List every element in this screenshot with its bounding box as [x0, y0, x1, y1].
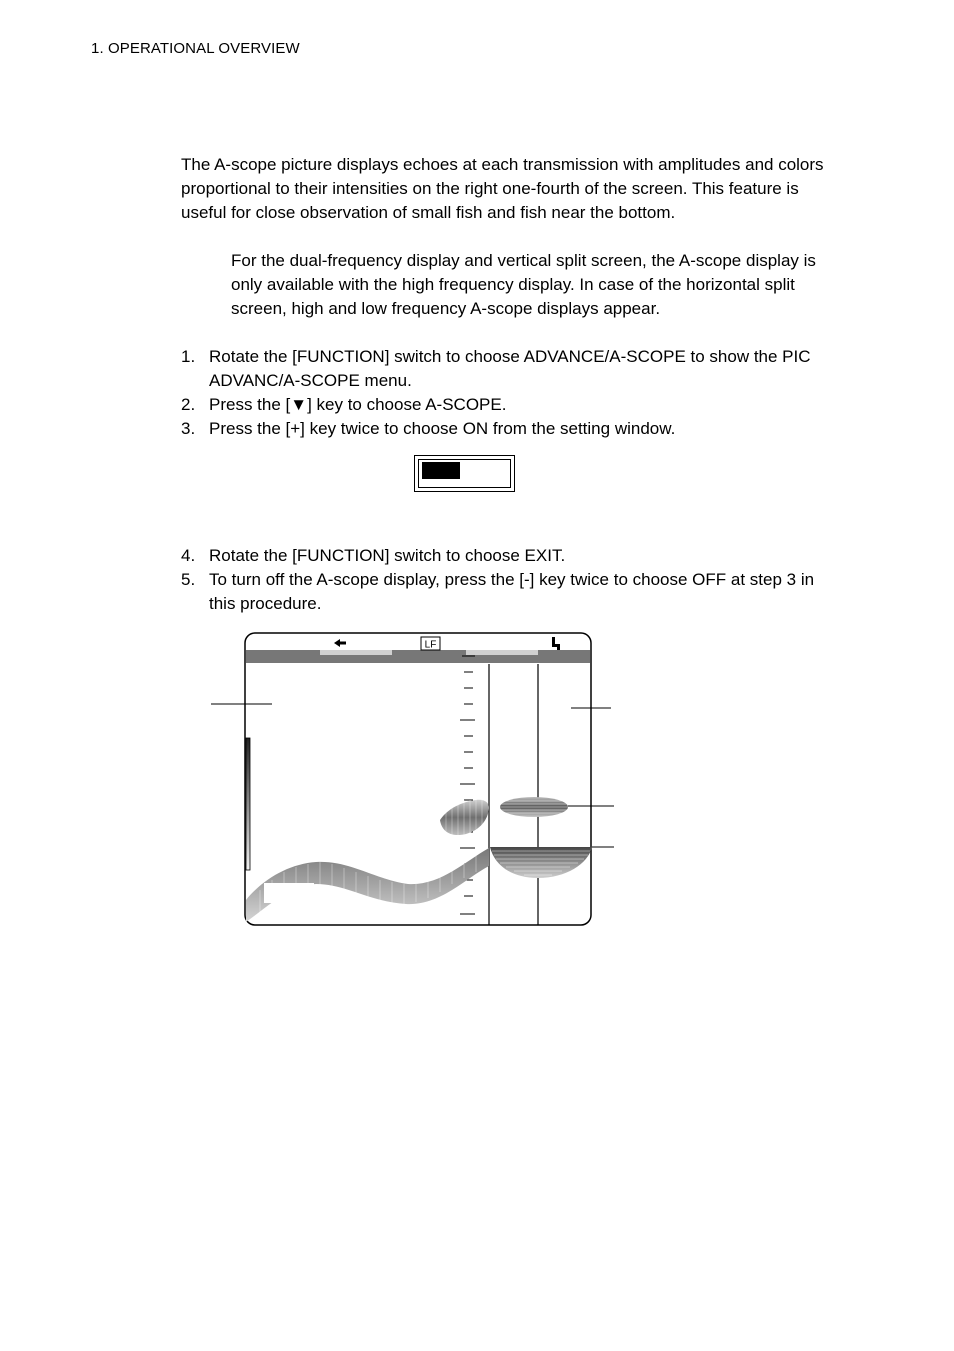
- status-band-segment: [466, 650, 538, 655]
- ascope-display-figure: [200, 628, 630, 933]
- step-text: Press the [+] key twice to choose ON from the setting window.: [209, 419, 676, 438]
- ascope-display-illustration: [200, 628, 630, 933]
- step-item: [181, 345, 841, 393]
- page-header: 1. OPERATIONAL OVERVIEW: [91, 40, 300, 57]
- step-number: 2.: [181, 395, 196, 414]
- procedure-steps-2: [181, 544, 841, 616]
- on-option-highlight: [422, 462, 460, 479]
- note-paragraph: For the dual-frequency display and vertical split screen, the A-scope display is only available with the high frequency display. In case of the horizontal split screen, high and low frequency A-scope displays appear.: [231, 251, 816, 318]
- step-text: Press the [▼] key to choose A-SCOPE.: [209, 395, 507, 414]
- lf-label: LF: [424, 639, 437, 651]
- step-item: [181, 544, 841, 568]
- echogram-label-area: [264, 883, 314, 903]
- color-bar: [246, 738, 250, 870]
- step-number: 5.: [181, 570, 196, 589]
- step-text: To turn off the A-scope display, press the [-] key twice to choose OFF at step 3 in this procedure.: [209, 570, 815, 613]
- procedure-steps-1: [181, 345, 841, 441]
- step-item: [181, 393, 841, 417]
- step-item: [181, 568, 841, 616]
- step-number: 4.: [181, 546, 196, 565]
- status-band-segment: [320, 650, 392, 655]
- step-number: 1.: [181, 347, 196, 366]
- setting-window: [414, 455, 515, 492]
- step-item: [181, 417, 841, 441]
- step-number: 3.: [181, 419, 196, 438]
- step-text: Rotate the [FUNCTION] switch to choose EXIT.: [209, 546, 566, 565]
- intro-paragraph: The A-scope picture displays echoes at each transmission with amplitudes and colors proportional to their intensities on the right one-fourth of the screen. This feature is useful for close observation of small fish and fish near the bottom.: [181, 155, 824, 222]
- status-band: [246, 650, 590, 663]
- step-text: Rotate the [FUNCTION] switch to choose ADVANCE/A-SCOPE to show the PIC ADVANC/A-SCOPE menu.: [209, 347, 811, 390]
